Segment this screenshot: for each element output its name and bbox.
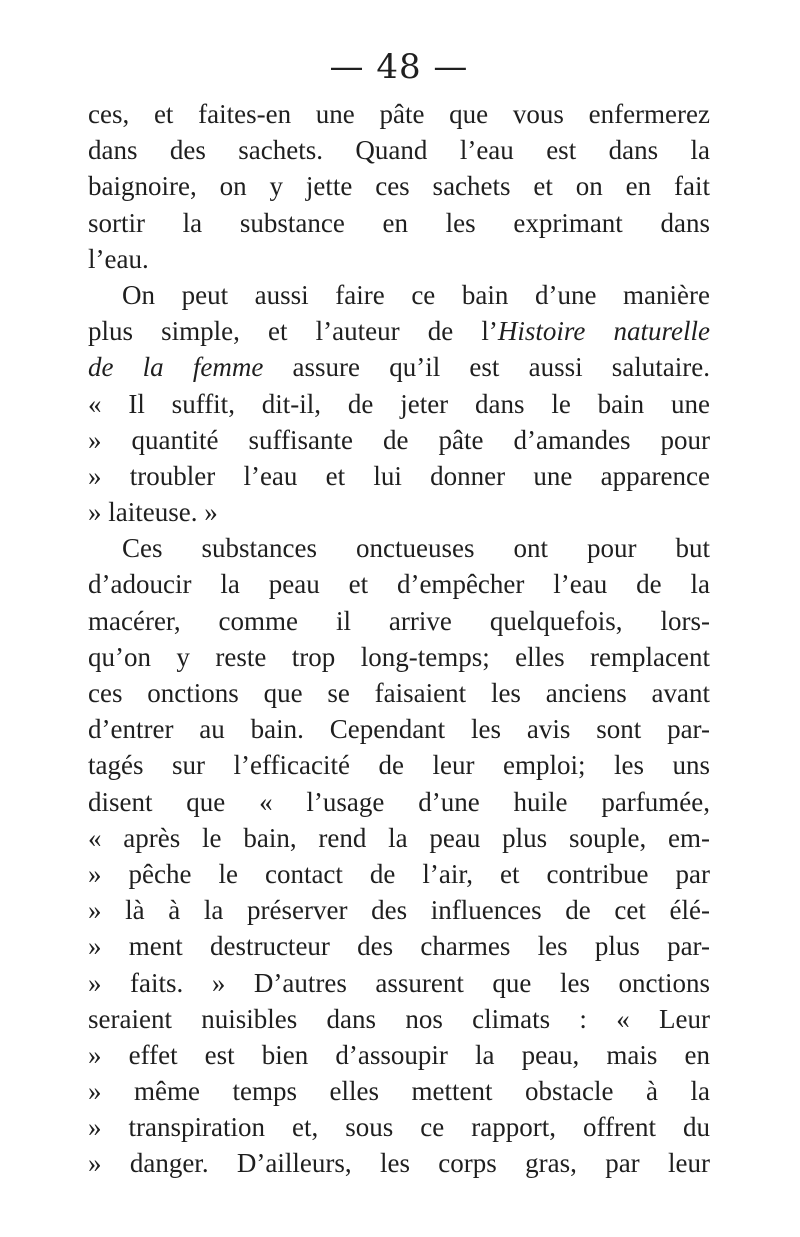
text-line: ces, et faites-en une pâte que vous enfermerez	[88, 99, 710, 129]
book-page	[88, 38, 710, 1182]
body-text	[88, 96, 710, 1182]
text-line: disent que « l’usage d’une huile parfumée,	[88, 786, 710, 817]
text-run: plus simple, et l’auteur de l’	[88, 316, 498, 347]
text-run: assure qu’il est aussi salutaire.	[263, 352, 710, 383]
page-number: — 48 —	[329, 47, 469, 87]
text-line: » transpiration et, sous ce rapport, offrent du	[88, 1112, 710, 1143]
text-line: On peut aussi faire ce bain d’une manière	[122, 279, 710, 310]
text-line: » quantité suffisante de pâte d’amandes pour	[88, 424, 710, 455]
text-line: ces onctions que se faisaient les anciens avant	[88, 678, 710, 708]
text-line: d’adoucir la peau et d’empêcher l’eau de la	[88, 569, 710, 600]
text-line	[88, 313, 710, 349]
text-line: seraient nuisibles dans nos climats : « Leur	[88, 1003, 710, 1034]
text-line	[88, 349, 710, 385]
text-line: dans des sachets. Quand l’eau est dans la	[88, 135, 710, 166]
italic-title-run: de la femme	[88, 352, 264, 383]
text-line: Ces substances onctueuses ont pour but	[122, 533, 710, 564]
text-line: » là à la préserver des influences de cet élé-	[88, 895, 710, 926]
text-line: sortir la substance en les exprimant dans	[88, 207, 710, 238]
text-line: » laiteuse. »	[88, 497, 218, 528]
text-line: » troubler l’eau et lui donner une apparence	[88, 460, 710, 491]
text-line: baignoire, on y jette ces sachets et on en fait	[88, 171, 710, 202]
text-line: l’eau.	[88, 243, 149, 274]
text-line: macérer, comme il arrive quelquefois, lors-	[88, 605, 710, 636]
text-line: qu’on y reste trop long-temps; elles remplacent	[88, 641, 710, 672]
text-line: « après le bain, rend la peau plus souple, em-	[88, 822, 710, 853]
text-line: » pêche le contact de l’air, et contribue par	[88, 858, 710, 889]
text-line: » ment destructeur des charmes les plus par-	[88, 931, 710, 962]
text-line: » effet est bien d’assoupir la peau, mais en	[88, 1039, 710, 1070]
text-line: » danger. D’ailleurs, les corps gras, par leur	[88, 1148, 710, 1179]
text-line: » même temps elles mettent obstacle à la	[88, 1076, 710, 1107]
text-line: » faits. » D’autres assurent que les onctions	[88, 967, 710, 998]
text-line: « Il suffit, dit-il, de jeter dans le bain une	[88, 388, 710, 419]
text-line: tagés sur l’efficacité de leur emploi; les uns	[88, 750, 710, 781]
text-line: d’entrer au bain. Cependant les avis sont par-	[88, 714, 710, 745]
italic-title-run: Histoire naturelle	[497, 316, 710, 347]
